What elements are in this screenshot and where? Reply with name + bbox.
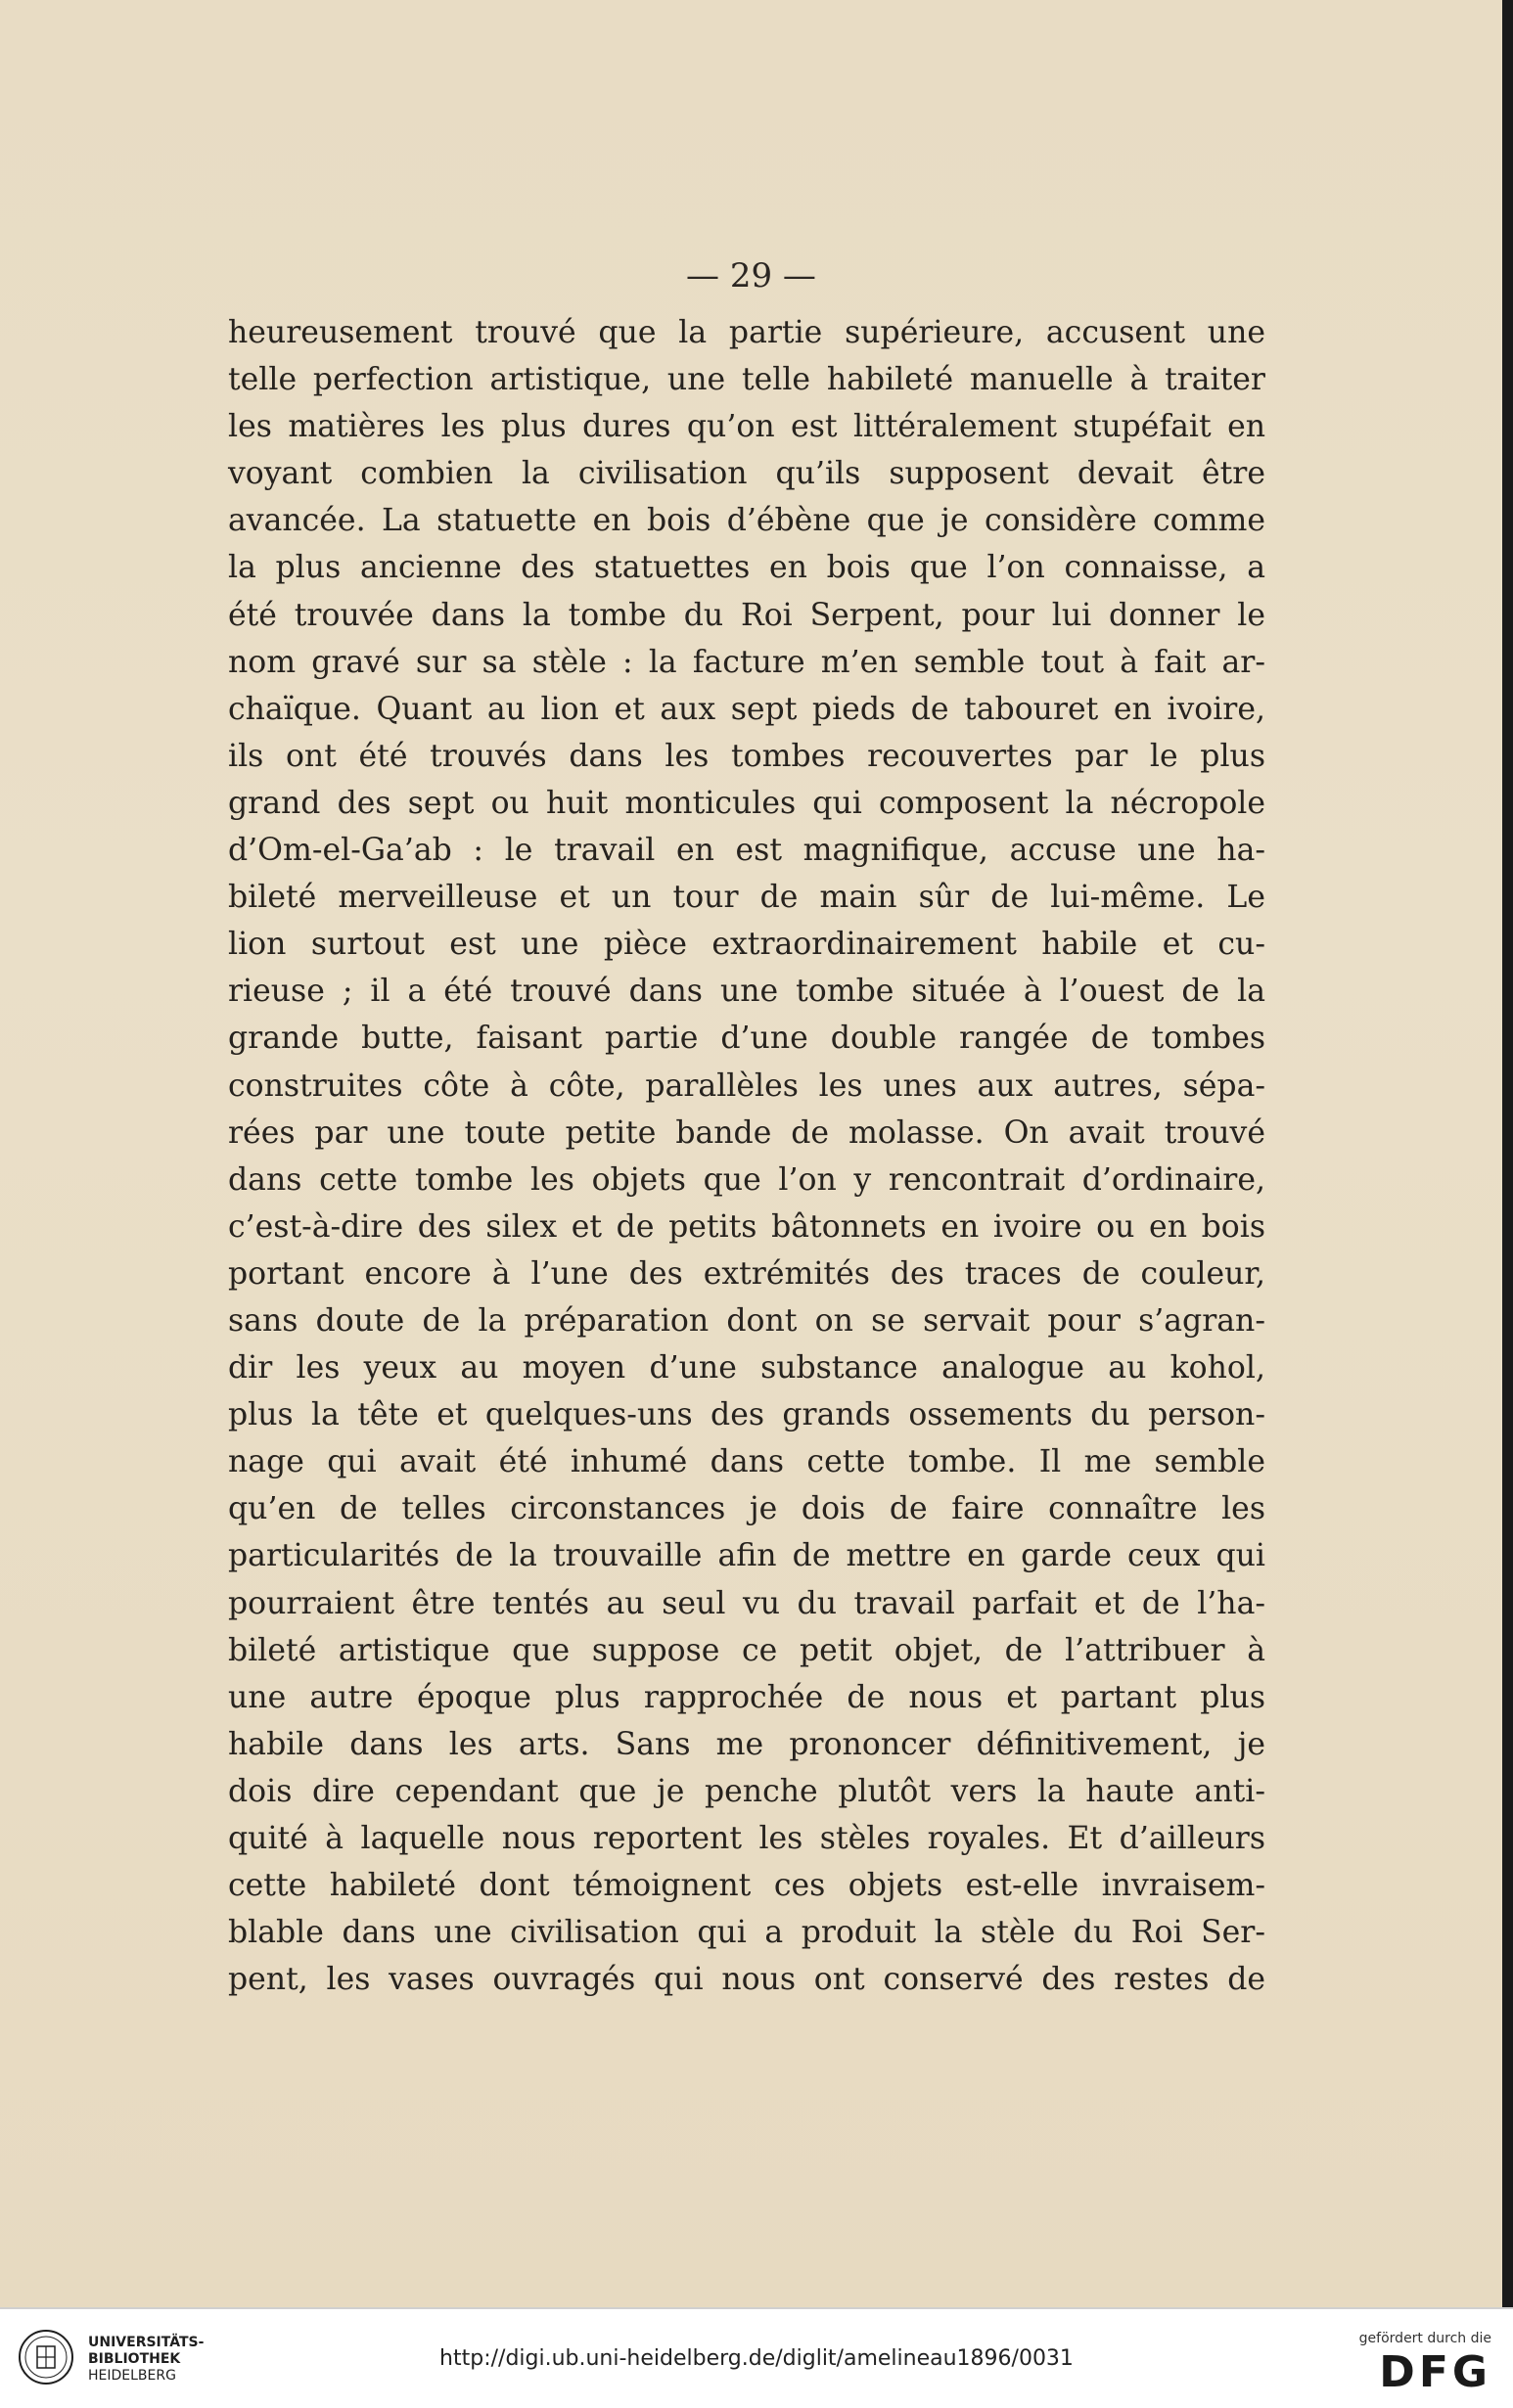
- footer-divider: [0, 2307, 1513, 2309]
- text-line: été trouvée dans la tombe du Roi Serpent, pour lui donner le: [228, 597, 1265, 633]
- text-line: avancée. La statuette en bois d’ébène que je considère comme: [228, 503, 1265, 539]
- text-line: d’Om-el-Ga’ab : le travail en est magnifique, accuse une ha-: [228, 833, 1265, 869]
- text-line: ils ont été trouvés dans les tombes recouvertes par le plus: [228, 738, 1265, 774]
- text-line: telle perfection artistique, une telle habileté manuelle à traiter: [228, 362, 1265, 398]
- text-line: nom gravé sur sa stèle : la facture m’en semble tout à fait ar-: [228, 644, 1265, 680]
- institution-line: HEIDELBERG: [88, 2368, 176, 2384]
- text-line: habile dans les arts. Sans me prononcer définitivement, je: [228, 1726, 1265, 1762]
- body-text: [228, 309, 1265, 2003]
- permalink-url[interactable]: http://digi.ub.uni-heidelberg.de/diglit/amelineau1896/0031: [439, 2346, 1074, 2371]
- text-line: dir les yeux au moyen d’une substance analogue au kohol,: [228, 1350, 1265, 1386]
- scan-edge: [1502, 0, 1513, 2307]
- text-line: lion surtout est une pièce extraordinairement habile et cu-: [228, 927, 1265, 963]
- text-line: blable dans une civilisation qui a produit la stèle du Roi Ser-: [228, 1915, 1265, 1951]
- funder-logo: DFG: [1379, 2347, 1491, 2397]
- text-line: plus la tête et quelques-uns des grands ossements du person-: [228, 1397, 1265, 1433]
- text-line: bileté artistique que suppose ce petit objet, de l’attribuer à: [228, 1632, 1265, 1668]
- text-line: dois dire cependant que je penche plutôt vers la haute anti-: [228, 1773, 1265, 1809]
- text-line: c’est-à-dire des silex et de petits bâtonnets en ivoire ou en bois: [228, 1208, 1265, 1245]
- text-line: pent, les vases ouvragés qui nous ont conservé des restes de: [228, 1962, 1265, 1998]
- text-line: la plus ancienne des statuettes en bois que l’on connaisse, a: [228, 550, 1265, 586]
- institution-line: UNIVERSITÄTS-: [88, 2335, 205, 2350]
- text-line: bileté merveilleuse et un tour de main sûr de lui-même. Le: [228, 880, 1265, 916]
- page-number: — 29 —: [686, 256, 816, 295]
- text-line: chaïque. Quant au lion et aux sept pieds de tabouret en ivoire,: [228, 691, 1265, 727]
- text-line: quité à laquelle nous reportent les stèles royales. Et d’ailleurs: [228, 1821, 1265, 1856]
- text-line: portant encore à l’une des extrémités des traces de couleur,: [228, 1255, 1265, 1292]
- text-line: dans cette tombe les objets que l’on y rencontrait d’ordinaire,: [228, 1161, 1265, 1198]
- text-line: grande butte, faisant partie d’une double rangée de tombes: [228, 1021, 1265, 1057]
- footer-bar: [0, 2307, 1513, 2408]
- funder-caption: gefördert durch die: [1358, 2331, 1491, 2346]
- text-line: heureusement trouvé que la partie supérieure, accusent une: [228, 315, 1265, 350]
- text-line: particularités de la trouvaille afin de mettre en garde ceux qui: [228, 1538, 1265, 1574]
- text-line: construites côte à côte, parallèles les unes aux autres, sépa-: [228, 1068, 1265, 1104]
- text-line: grand des sept ou huit monticules qui composent la nécropole: [228, 785, 1265, 821]
- text-line: rées par une toute petite bande de molasse. On avait trouvé: [228, 1114, 1265, 1151]
- text-line: nage qui avait été inhumé dans cette tombe. Il me semble: [228, 1444, 1265, 1480]
- text-line: pourraient être tentés au seul vu du travail parfait et de l’ha-: [228, 1585, 1265, 1621]
- institution-line: BIBLIOTHEK: [88, 2351, 181, 2367]
- text-line: qu’en de telles circonstances je dois de faire connaître les: [228, 1491, 1265, 1527]
- text-line: voyant combien la civilisation qu’ils supposent devait être: [228, 456, 1265, 492]
- text-line: cette habileté dont témoignent ces objets est-elle invraisem-: [228, 1868, 1265, 1904]
- text-line: rieuse ; il a été trouvé dans une tombe située à l’ouest de la: [228, 974, 1265, 1010]
- text-line: sans doute de la préparation dont on se servait pour s’agran-: [228, 1302, 1265, 1339]
- text-line: une autre époque plus rapprochée de nous et partant plus: [228, 1679, 1265, 1715]
- text-line: les matières les plus dures qu’on est littéralement stupéfait en: [228, 409, 1265, 445]
